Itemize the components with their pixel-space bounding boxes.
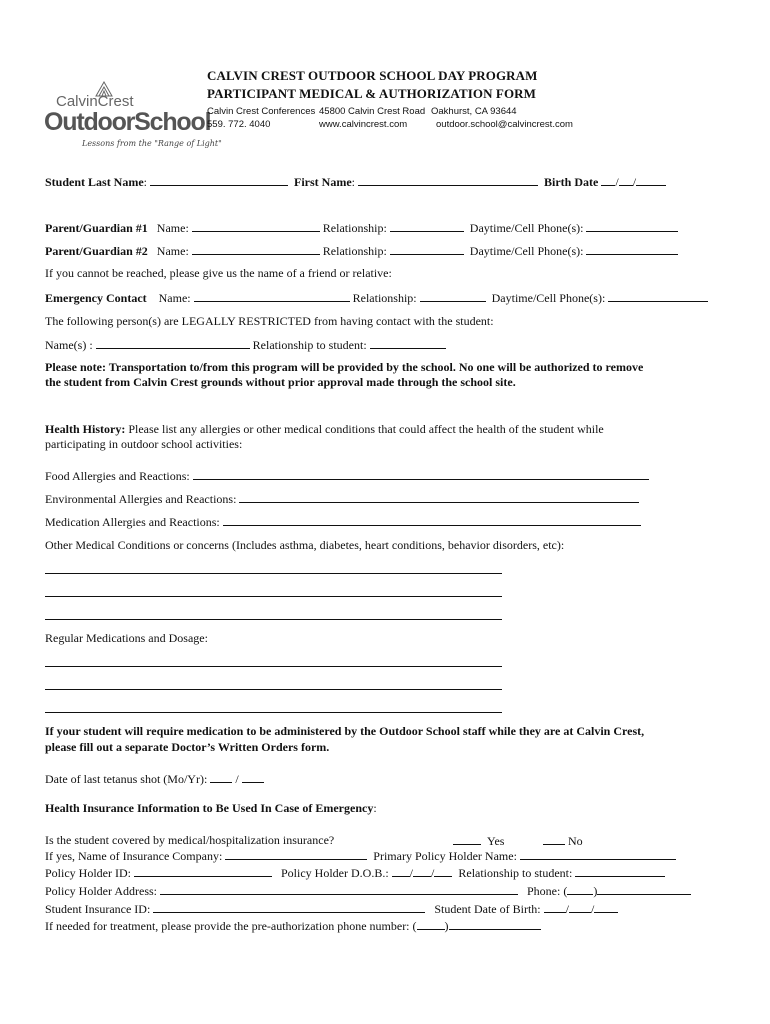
- policy-holder-dob-year[interactable]: [434, 865, 452, 877]
- org-phone: 559. 772. 4040: [207, 119, 271, 130]
- policy-phone-number[interactable]: [597, 883, 691, 895]
- insurance-company-label: If yes, Name of Insurance Company:: [45, 849, 223, 863]
- tetanus-separator: /: [235, 772, 239, 786]
- guardian-1-phone-field[interactable]: [586, 220, 678, 232]
- food-allergies-row: [45, 468, 649, 484]
- tetanus-year-field[interactable]: [242, 771, 264, 783]
- regular-medications-line-1[interactable]: [45, 666, 502, 667]
- transport-note-line2: the student from Calvin Crest grounds without prior approval made through the school site.: [45, 375, 516, 389]
- restricted-note: The following person(s) are LEGALLY RESTRICTED from having contact with the student:: [45, 314, 494, 328]
- policy-relationship-label: Relationship to student:: [458, 866, 573, 880]
- restricted-names-field[interactable]: [96, 337, 250, 349]
- food-allergies-field[interactable]: [193, 468, 649, 480]
- guardian-2-label: Parent/Guardian #2: [45, 244, 148, 258]
- policy-holder-address-row: Policy Holder Address: Phone: ( ): [45, 883, 691, 899]
- policy-holder-id-row: Policy Holder ID: Policy Holder D.O.B.: / / Relationship to student:: [45, 865, 665, 881]
- medication-note-line2: please fill out a separate Doctor’s Written Orders form.: [45, 740, 330, 754]
- restricted-row: [45, 337, 446, 353]
- preauth-label: If needed for treatment, please provide the pre-authorization phone number:: [45, 919, 410, 933]
- food-allergies-label: Food Allergies and Reactions:: [45, 469, 190, 483]
- student-dob-day[interactable]: [569, 901, 591, 913]
- emergency-name-field[interactable]: [194, 290, 350, 302]
- guardian-1-relationship-label: Relationship:: [322, 221, 387, 235]
- student-dob-label: Student Date of Birth:: [434, 902, 541, 916]
- logo-line1: CalvinCrest: [56, 93, 134, 110]
- guardian-2-phone-field[interactable]: [586, 243, 678, 255]
- policy-phone-label: Phone:: [527, 884, 561, 898]
- insurance-no-option[interactable]: [543, 833, 583, 849]
- insurance-heading: Health Insurance Information to Be Used In Case of Emergency:: [45, 801, 377, 815]
- insurance-yes-option[interactable]: [453, 833, 504, 849]
- regular-medications-line-3[interactable]: [45, 712, 502, 713]
- guardian-1-name-label: Name:: [156, 221, 189, 235]
- guardian-2-relationship-field[interactable]: [390, 243, 464, 255]
- guardian-1-name-field[interactable]: [192, 220, 320, 232]
- guardian-1-phone-label: Daytime/Cell Phone(s):: [469, 221, 584, 235]
- guardian-2-phone-label: Daytime/Cell Phone(s):: [469, 244, 584, 258]
- guardian-2-relationship-label: Relationship:: [322, 244, 387, 258]
- emergency-phone-label: Daytime/Cell Phone(s):: [491, 291, 606, 305]
- guardian-2-name-field[interactable]: [192, 243, 320, 255]
- insurance-yes-label: Yes: [487, 834, 505, 848]
- health-history-intro: [45, 422, 604, 437]
- emergency-contact-label: Emergency Contact: [45, 291, 147, 305]
- other-conditions-line-3[interactable]: [45, 619, 502, 620]
- calvin-crest-logo: [44, 78, 222, 150]
- policy-holder-dob-month[interactable]: [392, 865, 410, 877]
- birth-year-field[interactable]: [636, 174, 666, 186]
- insurance-company-field[interactable]: [225, 848, 367, 860]
- student-first-name-label: First Name: [294, 175, 352, 189]
- guardian-1-row: [45, 220, 678, 236]
- student-insurance-id-field[interactable]: [153, 901, 425, 913]
- emergency-row: [45, 290, 708, 306]
- regular-medications-label: Regular Medications and Dosage:: [45, 631, 208, 645]
- other-conditions-label: Other Medical Conditions or concerns (Includes asthma, diabetes, heart conditions, behavior disorders, etc):: [45, 538, 565, 552]
- student-dob-year[interactable]: [594, 901, 618, 913]
- environmental-allergies-field[interactable]: [239, 491, 639, 503]
- org-website[interactable]: www.calvincrest.com: [319, 119, 408, 130]
- policy-holder-name-field[interactable]: [520, 848, 676, 860]
- emergency-name-label: Name:: [158, 291, 191, 305]
- environmental-allergies-label: Environmental Allergies and Reactions:: [45, 492, 237, 506]
- environmental-allergies-row: [45, 491, 639, 507]
- insurance-covered-question: Is the student covered by medical/hospitalization insurance?: [45, 833, 335, 847]
- emergency-phone-field[interactable]: [608, 290, 708, 302]
- student-insurance-row: Student Insurance ID: Student Date of Birth: / /: [45, 901, 618, 917]
- restricted-relationship-label: Relationship to student:: [252, 338, 367, 352]
- org-city: Oakhurst, CA 93644: [431, 106, 517, 117]
- birth-day-field[interactable]: [619, 174, 633, 186]
- health-history-text: Please list any allergies or other medical conditions that could affect the health of the student while: [125, 422, 604, 436]
- student-first-name-field[interactable]: [358, 174, 538, 186]
- org-email[interactable]: outdoor.school@calvincrest.com: [436, 119, 573, 130]
- student-dob-month[interactable]: [544, 901, 566, 913]
- policy-holder-address-label: Policy Holder Address:: [45, 884, 157, 898]
- regular-medications-line-2[interactable]: [45, 689, 502, 690]
- policy-holder-name-label: Primary Policy Holder Name:: [373, 849, 517, 863]
- tetanus-row: [45, 771, 264, 787]
- policy-phone-area-code[interactable]: [567, 883, 593, 895]
- birth-date-label: Birth Date: [544, 175, 599, 189]
- policy-holder-dob-day[interactable]: [413, 865, 431, 877]
- guardian-2-name-label: Name:: [156, 244, 189, 258]
- form-title-line1: CALVIN CREST OUTDOOR SCHOOL DAY PROGRAM: [207, 68, 538, 83]
- birth-month-field[interactable]: [601, 174, 615, 186]
- other-conditions-line-2[interactable]: [45, 596, 502, 597]
- emergency-relationship-label: Relationship:: [352, 291, 417, 305]
- policy-holder-address-field[interactable]: [160, 883, 518, 895]
- guardian-1-relationship-field[interactable]: [390, 220, 464, 232]
- other-conditions-line-1[interactable]: [45, 573, 502, 574]
- logo-tagline: Lessons from the "Range of Light": [82, 139, 222, 148]
- medication-allergies-row: [45, 514, 641, 530]
- student-last-name-field[interactable]: [150, 174, 288, 186]
- insurance-no-field[interactable]: [543, 833, 565, 845]
- emergency-relationship-field[interactable]: [420, 290, 486, 302]
- medication-note-line1: If your student will require medication to be administered by the Outdoor School staff while they are at Calvin Crest,: [45, 724, 645, 738]
- form-title-line2: PARTICIPANT MEDICAL & AUTHORIZATION FORM: [207, 86, 537, 101]
- student-last-name-label: Student Last Name: [45, 175, 144, 189]
- insurance-company-row: [45, 848, 676, 864]
- preauth-row: If needed for treatment, please provide the pre-authorization phone number: ( ): [45, 918, 541, 934]
- preauth-area-code[interactable]: [417, 918, 445, 930]
- health-history-label: Health History:: [45, 422, 126, 436]
- guardian-1-label: Parent/Guardian #1: [45, 221, 148, 235]
- policy-relationship-field[interactable]: [575, 865, 665, 877]
- medication-allergies-field[interactable]: [223, 514, 641, 526]
- student-row: Student Last Name: First Name: Birth Date / /: [45, 174, 666, 190]
- student-insurance-id-label: Student Insurance ID:: [45, 902, 151, 916]
- health-history-text2: participating in outdoor school activities:: [45, 437, 243, 451]
- tetanus-label: Date of last tetanus shot (Mo/Yr):: [45, 772, 208, 786]
- logo-line2: OutdoorSchool: [44, 108, 211, 136]
- org-name: Calvin Crest Conferences: [207, 106, 316, 117]
- policy-holder-dob-label: Policy Holder D.O.B.:: [281, 866, 389, 880]
- friend-note: If you cannot be reached, please give us the name of a friend or relative:: [45, 266, 392, 280]
- insurance-yes-field[interactable]: [453, 833, 481, 845]
- org-address: 45800 Calvin Crest Road: [319, 106, 426, 117]
- policy-holder-id-field[interactable]: [134, 865, 272, 877]
- preauth-number[interactable]: [449, 918, 541, 930]
- medication-allergies-label: Medication Allergies and Reactions:: [45, 515, 220, 529]
- guardian-2-row: [45, 243, 678, 259]
- tetanus-month-field[interactable]: [210, 771, 232, 783]
- policy-holder-id-label: Policy Holder ID:: [45, 866, 131, 880]
- restricted-relationship-field[interactable]: [370, 337, 446, 349]
- restricted-names-label: Name(s) :: [45, 338, 93, 352]
- transport-note-line1: Please note: Transportation to/from this program will be provided by the school. No one will be authorized to remove: [45, 360, 644, 374]
- insurance-no-label: No: [568, 834, 583, 848]
